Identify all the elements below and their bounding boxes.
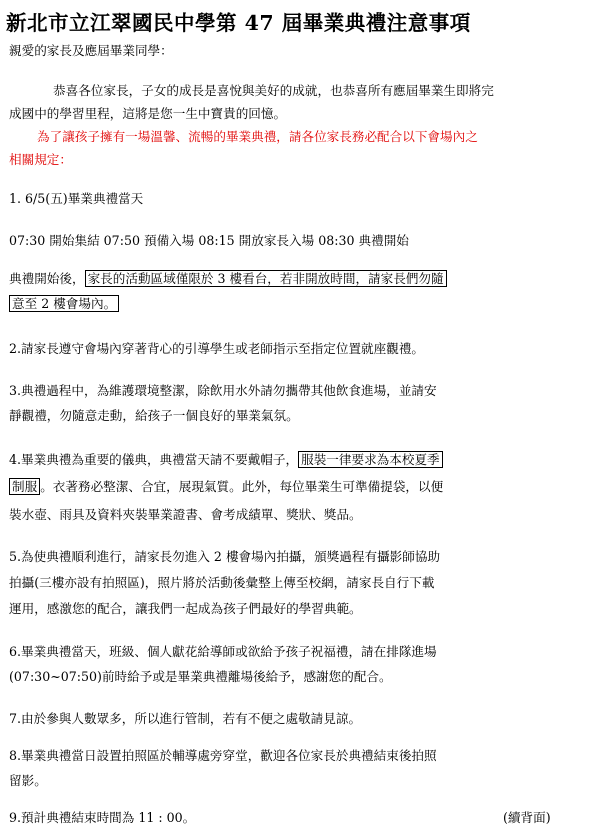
document-title: 新北市立江翠國民中學第 47 屆畢業典禮注意事項 (6, 11, 471, 35)
item-6-line-1: 6.畢業典禮當天，班級、個人獻花給導師或欲給予孩子祝福禮，請在排隊進場 (9, 644, 437, 659)
item-4-line-2 (9, 474, 443, 499)
notice-line-1: 為了讓孩子擁有一場溫馨、流暢的畢業典禮，請各位家長務必配合以下會場內之 (37, 129, 478, 144)
item-6-line-2: (07:30~07:50)前時給予或是畢業典禮離場後給予，感謝您的配合。 (9, 669, 392, 684)
highlight-box-uniform: 服裝一律要求為本校夏季 (298, 451, 443, 468)
item-4-prefix: 4.畢業典禮為重要的儀典，典禮當天請不要戴帽子， (9, 452, 299, 467)
schedule-line: 07:30 開始集結 07:50 預備入場 08:15 開放家長入場 08:30 典禮開始 (9, 233, 409, 248)
item-5-line-1: 5.為使典禮順利進行，請家長勿進入 2 樓會場內拍攝，頒獎過程有攝影師協助 (9, 549, 441, 564)
item-3-line-2: 靜觀禮，勿隨意走動，給孩子一個良好的畢業氣氛。 (9, 408, 299, 423)
item-8-line-2: 留影。 (9, 773, 47, 788)
intro-line-1: 恭喜各位家長，子女的成長是喜悅與美好的成就，也恭喜所有應屆畢業生即將完 (53, 83, 494, 98)
intro-line-2: 成國中的學習里程，這將是您一生中寶貴的回憶。 (9, 106, 287, 121)
item-9: 9.預計典禮結束時間為 11 : 00。 (9, 810, 196, 825)
item-3-line-1: 3.典禮過程中，為維護環境整潔，除飲用水外請勿攜帶其他飲食進場，並請安 (9, 383, 437, 398)
item-1-rule-prefix: 典禮開始後， (9, 271, 85, 286)
highlight-box-uniform-end: 制服 (9, 478, 40, 495)
item-5-line-3: 運用，感激您的配合，讓我們一起成為孩子們最好的學習典範。 (9, 601, 362, 616)
salutation: 親愛的家長及應屆畢業同學： (9, 43, 173, 58)
item-1-title: 1. 6/5(五)畢業典禮當天 (9, 191, 144, 206)
item-4-line-3: 裝水壺、雨具及資料夾裝畢業證書、會考成績單、獎狀、獎品。 (9, 507, 362, 522)
highlight-box-parent-area-end: 意至 2 樓會場內。 (9, 295, 119, 312)
notice-line-2: 相關規定： (9, 152, 72, 167)
highlight-box-parent-area: 家長的活動區域僅限於 3 樓看台，若非開放時間，請家長們勿隨 (85, 270, 447, 287)
item-2: 2.請家長遵守會場內穿著背心的引導學生或老師指示至指定位置就座觀禮。 (9, 341, 425, 356)
item-1-rule-line-2 (9, 291, 119, 316)
item-4-line-1 (9, 447, 443, 472)
item-5-line-2: 拍攝(三樓亦設有拍照區)，照片將於活動後彙整上傳至校網，請家長自行下載 (9, 575, 435, 590)
item-1-rule-line-1 (9, 266, 447, 291)
item-8-line-1: 8.畢業典禮當日設置拍照區於輔導處旁穿堂，歡迎各位家長於典禮結束後拍照 (9, 748, 437, 763)
item-7: 7.由於參與人數眾多，所以進行管制，若有不便之處敬請見諒。 (9, 711, 362, 726)
item-4-continuation: 。衣著務必整潔、合宜，展現氣質。此外，每位畢業生可準備提袋，以便 (40, 479, 444, 494)
continued-note: (續背面) (503, 810, 551, 825)
